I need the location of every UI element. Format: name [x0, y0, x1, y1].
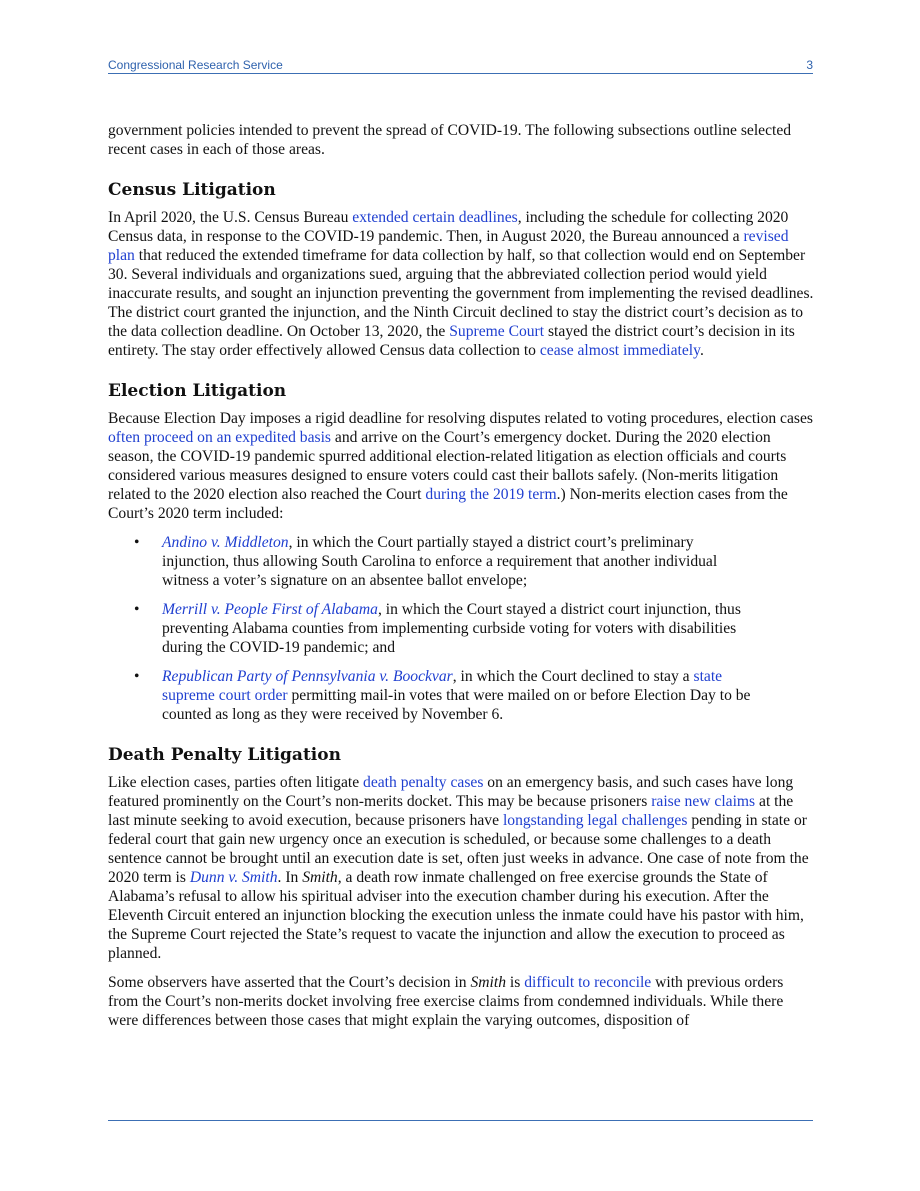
page-header — [108, 58, 813, 74]
link-cease-almost-immediately[interactable]: cease almost immediately — [539, 342, 700, 359]
text: at the last minute seeking to avoid execution, because prisoners have — [108, 793, 794, 829]
text: is — [506, 974, 525, 991]
bullet-icon: • — [134, 668, 140, 685]
link-republican-party-v-boockvar[interactable]: Republican Party of Pennsylvania v. Boockvar — [162, 668, 453, 685]
link-longstanding-legal-challenges[interactable]: longstanding legal challenges — [502, 812, 688, 829]
page-number: 3 — [806, 58, 813, 72]
death-paragraph-1 — [108, 773, 814, 963]
text: and arrive on the Court’s emergency docket. During the 2020 election season, the COVID-19 pandemic spurred additional election-related litigation as election officials and courts considered various measures designed to ensure voters could cast their ballots safely. (Non-merits litigation related to the 2020 election also reached the Court — [108, 429, 787, 503]
intro-text: government policies intended to prevent the spread of COVID-19. The following subsections outline selected recent cases in each of those areas. — [108, 122, 792, 158]
text: , in which the Court stayed a district court injunction, thus preventing Alabama counties from implementing curbside voting for voters with disabilities during the COVID-19 pandemic; and — [162, 601, 741, 656]
intro-paragraph — [108, 121, 814, 159]
death-penalty-heading: Death Penalty Litigation — [108, 745, 341, 765]
text: with previous orders from the Court’s non-merits docket involving free exercise claims from condemned individuals. While there were differences between those cases that might explain the varying outcomes, disposition of — [108, 974, 784, 1029]
election-heading: Election Litigation — [108, 381, 287, 401]
text: Some observers have asserted that the Court’s decision in — [108, 974, 471, 991]
text: that reduced the extended timeframe for data collection by half, so that collection would end on September 30. Several individuals and organizations sued, arguing that the abbreviated collection period would yield inaccurate results, and sought an injunction preventing the government from implementing the revised deadlines. The district court granted the injunction, and the Ninth Circuit declined to stay the district court’s decision as to the data collection deadline. On October 13, 2020, the — [108, 247, 814, 340]
case-name-italic: Smith — [302, 869, 338, 886]
election-paragraph — [108, 409, 814, 523]
list-item — [108, 667, 758, 724]
text: , in which the Court declined to stay a — [452, 668, 694, 685]
text: on an emergency basis, and such cases have long featured prominently on the Court’s non-merits docket. This may be because prisoners — [108, 774, 794, 810]
link-revised-plan[interactable]: revised plan — [108, 228, 789, 264]
link-merrill-v-people-first[interactable]: Merrill v. People First of Alabama — [162, 601, 378, 618]
census-paragraph — [108, 208, 814, 360]
text: permitting mail-in votes that were mailed on or before Election Day to be counted as long as they were received by November 6. — [162, 687, 751, 723]
link-raise-new-claims[interactable]: raise new claims — [651, 793, 756, 810]
text: , including the schedule for collecting 2020 Census data, in response to the COVID-19 pandemic. Then, in August 2020, the Bureau announced a — [108, 209, 789, 245]
case-name-italic: Smith — [470, 974, 507, 991]
text: . In — [277, 869, 303, 886]
text: , in which the Court partially stayed a district court’s preliminary injunction, thus allowing South Carolina to enforce a requirement that another individual witness a voter’s signature on an absentee ballot envelope; — [162, 534, 718, 589]
link-supreme-court[interactable]: Supreme Court — [449, 323, 545, 340]
list-item — [108, 600, 758, 657]
list-item — [108, 533, 758, 590]
text: Like election cases, parties often litigate — [108, 774, 364, 791]
text: , a death row inmate challenged on free exercise grounds the State of Alabama’s refusal to allow his spiritual adviser into the execution chamber during his execution. After the Eleventh Circuit entered an injunction blocking the execution unless the inmate could have his pastor with him, the Supreme Court rejected the State’s request to vacate the injunction and allow the execution to proceed as planned. — [108, 869, 804, 962]
election-case-list — [108, 533, 814, 724]
text: In April 2020, the U.S. Census Bureau — [108, 209, 353, 226]
footer-rule — [108, 1120, 813, 1121]
page-body — [108, 121, 814, 1040]
text: Because Election Day imposes a rigid deadline for resolving disputes related to voting procedures, election cases — [108, 410, 813, 427]
link-2019-term[interactable]: during the 2019 term — [425, 486, 557, 503]
text: pending in state or federal court that gain new urgency once an execution is scheduled, or because some challenges to a death sentence cannot be brought until an execution date is set, often just weeks in advance. One case of note from the 2020 term is — [108, 812, 809, 886]
link-state-supreme-court-order[interactable]: state supreme court order — [162, 668, 723, 704]
text: . — [699, 342, 704, 359]
bullet-icon: • — [134, 601, 140, 618]
bullet-icon: • — [134, 534, 140, 551]
text: stayed the district court’s decision in its entirety. The stay order effectively allowed Census data collection to — [108, 323, 795, 359]
link-difficult-to-reconcile[interactable]: difficult to reconcile — [524, 974, 652, 991]
link-andino-v-middleton[interactable]: Andino v. Middleton — [162, 534, 289, 551]
link-dunn-v-smith[interactable]: Dunn v. Smith — [189, 869, 278, 886]
link-extended-certain-deadlines[interactable]: extended certain deadlines — [352, 209, 518, 226]
census-heading: Census Litigation — [108, 180, 276, 200]
link-death-penalty-cases[interactable]: death penalty cases — [363, 774, 484, 791]
text: .) Non-merits election cases from the Court’s 2020 term included: — [108, 486, 788, 522]
link-expedited-basis[interactable]: often proceed on an expedited basis — [108, 429, 331, 446]
header-org: Congressional Research Service — [108, 58, 283, 72]
death-paragraph-2 — [108, 973, 814, 1030]
